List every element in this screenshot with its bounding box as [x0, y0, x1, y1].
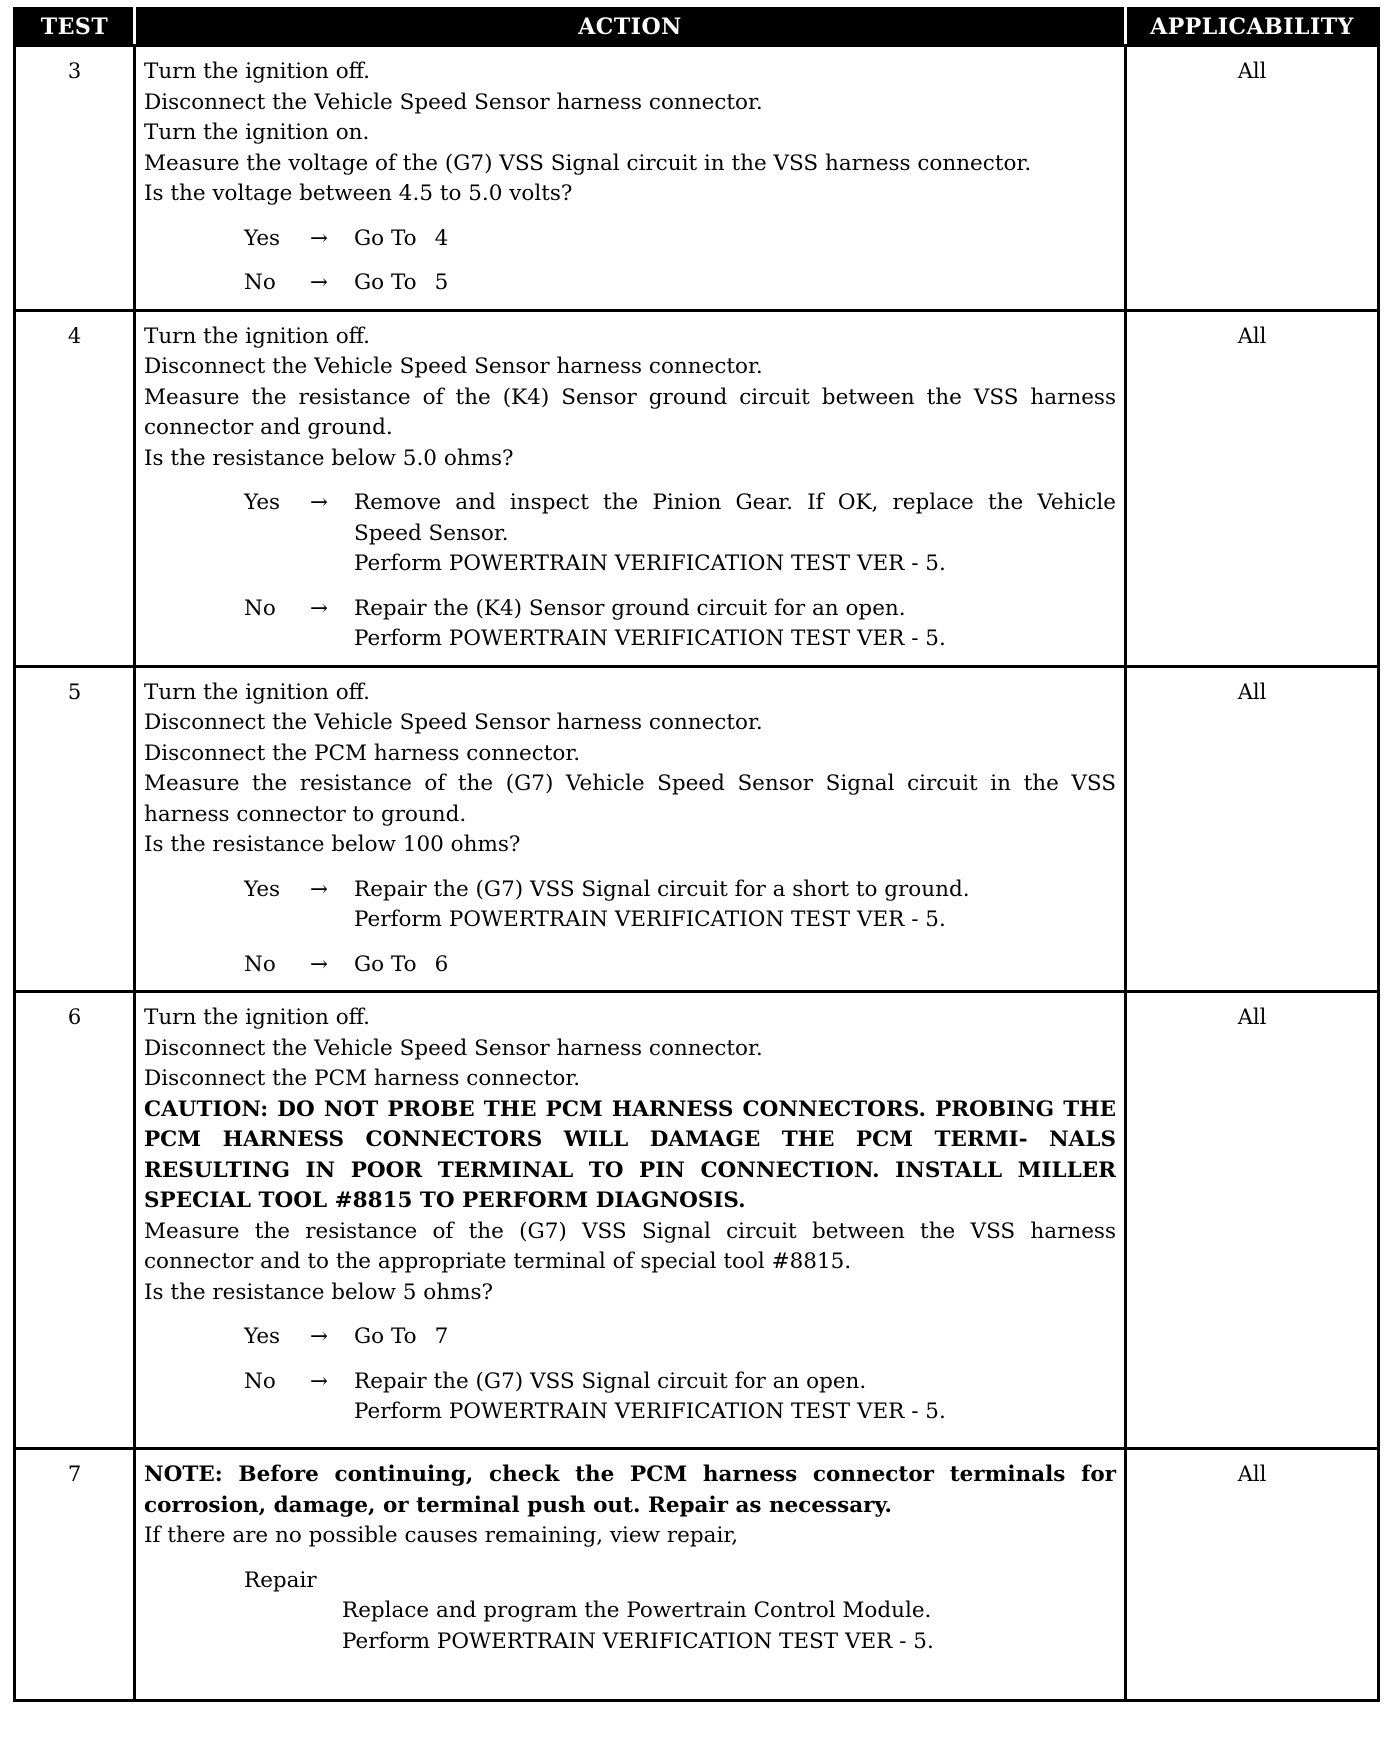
no-label: No [244, 951, 276, 977]
applicability-cell: All [1126, 992, 1379, 1449]
goto-text: Go To [354, 270, 417, 295]
arrow-icon: → [310, 1324, 329, 1349]
action-line: Turn the ignition off. [144, 679, 370, 705]
header-action: ACTION [135, 9, 1126, 46]
test-number: 7 [15, 1449, 135, 1701]
goto-text: Go To [354, 225, 417, 251]
result-text: Perform POWERTRAIN VERIFICATION TEST VER - 5. [354, 551, 946, 576]
result-text: Remove and inspect the Pinion Gear. If OK, replace the Vehicle Speed Sensor. [354, 490, 1116, 546]
action-line: Disconnect the Vehicle Speed Sensor harness connector. [144, 1035, 763, 1061]
header-applicability: APPLICABILITY [1126, 9, 1379, 46]
yes-option [144, 224, 1116, 255]
action-cell [135, 666, 1126, 992]
goto-text: Go To [354, 951, 417, 977]
table-row [15, 46, 1379, 311]
no-option [144, 1367, 1116, 1428]
no-option [144, 950, 1116, 981]
action-line: Measure the resistance of the (K4) Sensor ground circuit between the VSS harness connector and ground. [144, 384, 1116, 440]
yes-label: Yes [244, 1324, 281, 1349]
table-row [15, 666, 1379, 992]
yes-option [144, 488, 1116, 580]
arrow-icon: → [310, 595, 329, 621]
action-line: If there are no possible causes remaining, view repair, [144, 1523, 739, 1548]
yes-option [144, 1322, 1116, 1353]
arrow-icon: → [310, 490, 329, 515]
diagnostic-table [13, 7, 1380, 1702]
test-number: 6 [15, 992, 135, 1449]
action-line: Is the voltage between 4.5 to 5.0 volts? [144, 181, 573, 206]
repair-text: Replace and program the Powertrain Control Module. [342, 1598, 932, 1623]
action-line: Is the resistance below 5 ohms? [144, 1279, 494, 1305]
arrow-icon: → [310, 1368, 329, 1394]
result-text: Perform POWERTRAIN VERIFICATION TEST VER - 5. [354, 907, 946, 932]
yes-label: Yes [244, 876, 281, 902]
action-line: Turn the ignition off. [144, 1005, 370, 1030]
result-text: Perform POWERTRAIN VERIFICATION TEST VER - 5. [354, 1399, 946, 1424]
header-row [15, 9, 1379, 46]
header-test: TEST [15, 9, 135, 46]
result-text: Repair the (K4) Sensor ground circuit for an open. [354, 595, 906, 621]
result-text: Repair the (G7) VSS Signal circuit for an open. [354, 1368, 867, 1394]
table-row [15, 992, 1379, 1449]
note-text: NOTE: Before continuing, check the PCM harness connector terminals for corrosion, damage, or terminal push out. Repair as necessary. [144, 1462, 1116, 1518]
goto-number: 4 [434, 225, 449, 251]
test-number: 4 [15, 310, 135, 666]
action-line: Measure the resistance of the (G7) Vehicle Speed Sensor Signal circuit in the VSS harness connector to ground. [144, 771, 1116, 827]
applicability-cell: All [1126, 46, 1379, 311]
arrow-icon: → [310, 876, 329, 902]
action-line: Is the resistance below 5.0 ohms? [144, 445, 514, 471]
action-line: Disconnect the Vehicle Speed Sensor harness connector. [144, 89, 763, 115]
action-line: Disconnect the Vehicle Speed Sensor harness connector. [144, 710, 763, 735]
action-line: Is the resistance below 100 ohms? [144, 832, 521, 857]
goto-number: 6 [434, 951, 449, 977]
action-cell [135, 310, 1126, 666]
table-row [15, 310, 1379, 666]
no-label: No [244, 595, 276, 621]
result-text: Perform POWERTRAIN VERIFICATION TEST VER - 5. [354, 626, 946, 651]
repair-text: Perform POWERTRAIN VERIFICATION TEST VER - 5. [342, 1628, 934, 1654]
caution-text: CAUTION: DO NOT PROBE THE PCM HARNESS CONNECTORS. PROBING THE PCM HARNESS CONNECTORS WILL DAMAGE THE PCM TERMI- NALS RESULTING IN POOR TERMINAL TO PIN CONNECTION. INSTALL MILLER SPECIAL TOOL #8815 TO PERFORM DIAGNOSIS. [144, 1096, 1116, 1213]
no-option [144, 268, 1116, 299]
action-cell [135, 992, 1126, 1449]
applicability-cell: All [1126, 310, 1379, 666]
applicability-cell: All [1126, 666, 1379, 992]
test-number: 5 [15, 666, 135, 992]
no-label: No [244, 1368, 276, 1394]
action-cell [135, 1449, 1126, 1701]
no-label: No [244, 270, 276, 295]
action-cell [135, 46, 1126, 311]
action-line: Measure the resistance of the (G7) VSS Signal circuit between the VSS harness connector and to the appropriate terminal of special tool #8815. [144, 1218, 1116, 1274]
action-line: Disconnect the PCM harness connector. [144, 1066, 581, 1091]
action-line: Measure the voltage of the (G7) VSS Signal circuit in the VSS harness connector. [144, 150, 1032, 176]
action-line: Turn the ignition on. [144, 120, 370, 145]
no-option [144, 594, 1116, 655]
arrow-icon: → [310, 951, 329, 977]
diagnostic-table-page [13, 7, 1377, 1702]
action-line: Turn the ignition off. [144, 59, 370, 84]
yes-label: Yes [244, 490, 281, 515]
applicability-cell: All [1126, 1449, 1379, 1701]
yes-option [144, 875, 1116, 936]
action-line: Disconnect the PCM harness connector. [144, 740, 581, 766]
goto-text: Go To [354, 1324, 417, 1349]
yes-label: Yes [244, 225, 281, 251]
table-row [15, 1449, 1379, 1701]
arrow-icon: → [310, 225, 329, 251]
action-line: Turn the ignition off. [144, 323, 370, 349]
test-number: 3 [15, 46, 135, 311]
action-line: Disconnect the Vehicle Speed Sensor harness connector. [144, 354, 763, 379]
goto-number: 7 [434, 1324, 449, 1349]
arrow-icon: → [310, 270, 329, 295]
repair-label: Repair [244, 1567, 317, 1593]
goto-number: 5 [434, 270, 449, 295]
result-text: Repair the (G7) VSS Signal circuit for a short to ground. [354, 876, 970, 902]
